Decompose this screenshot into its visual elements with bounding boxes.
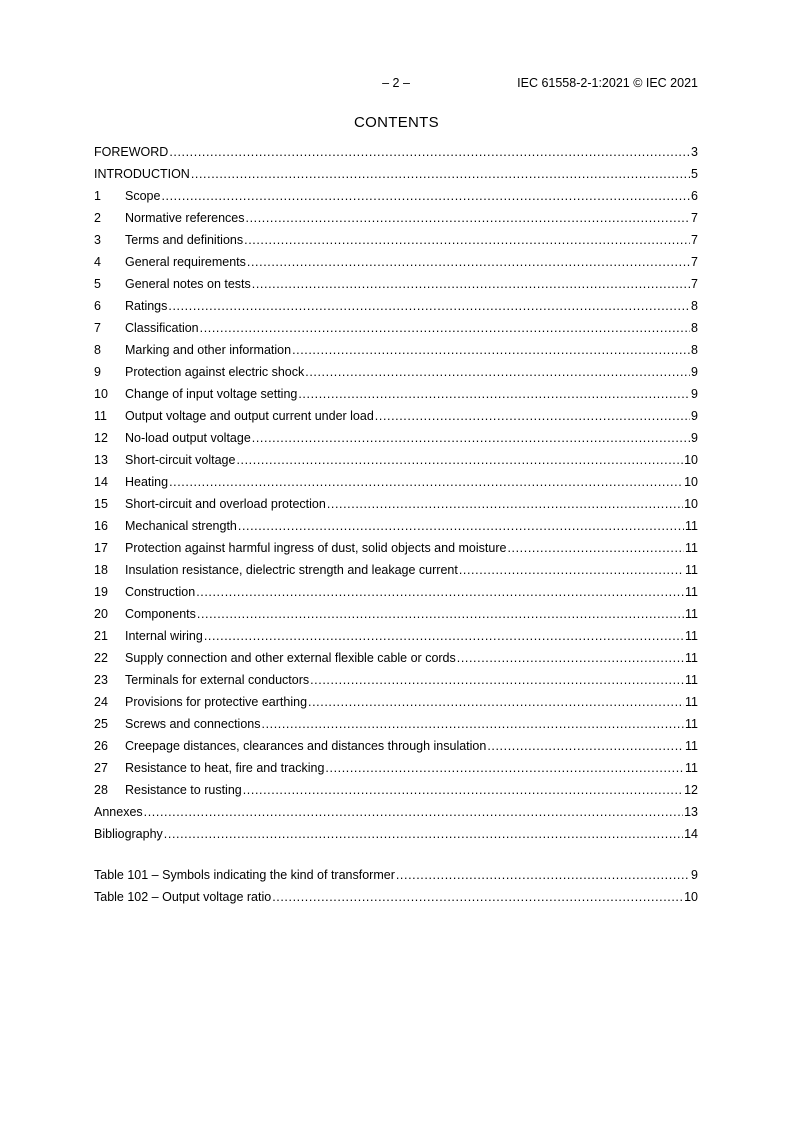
toc-entry-number: 26 bbox=[94, 739, 108, 753]
dot-leader bbox=[243, 783, 683, 797]
toc-entry-page: 10 bbox=[684, 497, 698, 511]
dot-leader bbox=[396, 868, 690, 882]
dot-leader bbox=[457, 651, 684, 665]
toc-entry-title: Output voltage and output current under load bbox=[125, 409, 374, 423]
toc-entry-number: 25 bbox=[94, 717, 108, 731]
toc-entry-number: 17 bbox=[94, 541, 108, 555]
toc-entry-page: 11 bbox=[685, 563, 698, 577]
toc-entry-title: General requirements bbox=[125, 255, 246, 269]
toc-entry-number: 7 bbox=[94, 321, 101, 335]
toc-entry-title: Short-circuit and overload protection bbox=[125, 497, 326, 511]
dot-leader bbox=[197, 607, 684, 621]
toc-entry-number: 5 bbox=[94, 277, 101, 291]
contents-heading: CONTENTS bbox=[354, 114, 439, 131]
toc-entry-page: 11 bbox=[685, 585, 698, 599]
toc-entry[interactable] bbox=[94, 827, 698, 849]
toc-entry-page: 7 bbox=[691, 233, 698, 247]
toc-entry-page: 11 bbox=[685, 717, 698, 731]
toc-entry-title: Marking and other information bbox=[125, 343, 292, 357]
dot-leader bbox=[236, 453, 683, 467]
dot-leader bbox=[161, 189, 690, 203]
toc-entry-title: Construction bbox=[125, 585, 196, 599]
dot-leader bbox=[310, 673, 684, 687]
dot-leader bbox=[196, 585, 684, 599]
dot-leader bbox=[507, 541, 684, 555]
toc-entry[interactable] bbox=[94, 431, 698, 453]
dot-leader bbox=[375, 409, 690, 423]
toc-entry[interactable] bbox=[94, 695, 698, 717]
dot-leader bbox=[252, 277, 690, 291]
toc-entry-page: 6 bbox=[691, 189, 698, 203]
dot-leader bbox=[292, 343, 690, 357]
toc-entry-number: 14 bbox=[94, 475, 108, 489]
toc-entry[interactable] bbox=[94, 607, 698, 629]
toc-entry[interactable] bbox=[94, 739, 698, 761]
table-list-entry[interactable] bbox=[94, 868, 698, 890]
toc-entry-title: Classification bbox=[125, 321, 199, 335]
toc-entry-page: 11 bbox=[685, 651, 698, 665]
toc-entry[interactable] bbox=[94, 167, 698, 189]
toc-entry-page: 9 bbox=[691, 431, 698, 445]
toc-entry-title: Scope bbox=[125, 189, 161, 203]
dot-leader bbox=[168, 299, 690, 313]
toc-entry-title: Internal wiring bbox=[125, 629, 203, 643]
toc-entry[interactable] bbox=[94, 651, 698, 673]
toc-entry[interactable] bbox=[94, 783, 698, 805]
toc-entry[interactable] bbox=[94, 387, 698, 409]
toc-entry-title: Annexes bbox=[94, 805, 143, 819]
toc-entry-number: 1 bbox=[94, 189, 101, 203]
toc-entry-title: Protection against electric shock bbox=[125, 365, 305, 379]
table-list-title: Table 101 – Symbols indicating the kind of transformer bbox=[94, 868, 395, 882]
toc-entry[interactable] bbox=[94, 409, 698, 431]
toc-entry[interactable] bbox=[94, 299, 698, 321]
toc-entry-number: 4 bbox=[94, 255, 101, 269]
toc-entry-number: 21 bbox=[94, 629, 108, 643]
toc-entry-title: No-load output voltage bbox=[125, 431, 251, 445]
toc-entry-page: 11 bbox=[685, 673, 698, 687]
dot-leader bbox=[144, 805, 683, 819]
toc-entry-number: 11 bbox=[94, 409, 107, 423]
toc-entry[interactable] bbox=[94, 145, 698, 167]
toc-entry-page: 13 bbox=[684, 805, 698, 819]
toc-entry-title: Screws and connections bbox=[125, 717, 261, 731]
toc-entry-number: 9 bbox=[94, 365, 101, 379]
toc-entry-title: INTRODUCTION bbox=[94, 167, 190, 181]
dot-leader bbox=[305, 365, 690, 379]
toc-entry[interactable] bbox=[94, 519, 698, 541]
toc-entry[interactable] bbox=[94, 321, 698, 343]
toc-entry-title: Creepage distances, clearances and distances through insulation bbox=[125, 739, 487, 753]
toc-entry-page: 11 bbox=[685, 695, 698, 709]
list-of-tables bbox=[94, 868, 698, 912]
toc-entry-number: 2 bbox=[94, 211, 101, 225]
dot-leader bbox=[204, 629, 684, 643]
toc-entry-title: Heating bbox=[125, 475, 169, 489]
toc-entry-number: 24 bbox=[94, 695, 108, 709]
toc-entry-title: Terms and definitions bbox=[125, 233, 244, 247]
toc-entry-title: Resistance to rusting bbox=[125, 783, 242, 797]
toc-entry-number: 27 bbox=[94, 761, 108, 775]
dot-leader bbox=[459, 563, 684, 577]
toc-entry-number: 6 bbox=[94, 299, 101, 313]
toc-entry-number: 19 bbox=[94, 585, 108, 599]
toc-entry-title: Terminals for external conductors bbox=[125, 673, 310, 687]
toc-entry[interactable] bbox=[94, 761, 698, 783]
toc-entry-number: 22 bbox=[94, 651, 108, 665]
toc-entry-page: 11 bbox=[685, 761, 698, 775]
toc-entry[interactable] bbox=[94, 233, 698, 255]
toc-entry-number: 16 bbox=[94, 519, 108, 533]
dot-leader bbox=[169, 145, 690, 159]
toc-entry-page: 14 bbox=[684, 827, 698, 841]
toc-entry-title: Protection against harmful ingress of dust, solid objects and moisture bbox=[125, 541, 507, 555]
dot-leader bbox=[325, 761, 684, 775]
toc-entry[interactable] bbox=[94, 255, 698, 277]
toc-entry[interactable] bbox=[94, 585, 698, 607]
toc-entry-number: 13 bbox=[94, 453, 108, 467]
toc-entry-page: 9 bbox=[691, 365, 698, 379]
toc-entry-number: 3 bbox=[94, 233, 101, 247]
document-reference: IEC 61558-2-1:2021 © IEC 2021 bbox=[517, 76, 698, 90]
table-list-title: Table 102 – Output voltage ratio bbox=[94, 890, 272, 904]
toc-entry[interactable] bbox=[94, 343, 698, 365]
table-list-page: 9 bbox=[691, 868, 698, 882]
toc-entry-title: Ratings bbox=[125, 299, 168, 313]
table-list-page: 10 bbox=[684, 890, 698, 904]
dot-leader bbox=[244, 233, 690, 247]
dot-leader bbox=[308, 695, 684, 709]
toc-entry-number: 15 bbox=[94, 497, 108, 511]
toc-entry-page: 11 bbox=[685, 541, 698, 555]
dot-leader bbox=[272, 890, 683, 904]
toc-entry-number: 20 bbox=[94, 607, 108, 621]
toc-entry[interactable] bbox=[94, 475, 698, 497]
toc-entry-title: Mechanical strength bbox=[125, 519, 237, 533]
toc-entry-title: Provisions for protective earthing bbox=[125, 695, 308, 709]
dot-leader bbox=[247, 255, 690, 269]
toc-entry-number: 12 bbox=[94, 431, 108, 445]
toc-entry[interactable] bbox=[94, 717, 698, 739]
dot-leader bbox=[200, 321, 690, 335]
toc-entry-page: 11 bbox=[685, 519, 698, 533]
toc-entry-page: 12 bbox=[684, 783, 698, 797]
toc-entry-number: 18 bbox=[94, 563, 108, 577]
dot-leader bbox=[487, 739, 684, 753]
toc-entry-number: 28 bbox=[94, 783, 108, 797]
toc-entry-page: 10 bbox=[684, 453, 698, 467]
toc-entry-page: 10 bbox=[684, 475, 698, 489]
toc-entry-page: 5 bbox=[691, 167, 698, 181]
toc-entry[interactable] bbox=[94, 541, 698, 563]
dot-leader bbox=[246, 211, 691, 225]
toc-entry-title: Short-circuit voltage bbox=[125, 453, 236, 467]
toc-entry-title: Supply connection and other external flexible cable or cords bbox=[125, 651, 456, 665]
dot-leader bbox=[327, 497, 683, 511]
toc-entry-page: 7 bbox=[691, 255, 698, 269]
toc-entry-page: 8 bbox=[691, 321, 698, 335]
dot-leader bbox=[164, 827, 683, 841]
toc-entry-page: 7 bbox=[691, 277, 698, 291]
toc-entry[interactable] bbox=[94, 277, 698, 299]
toc-entry[interactable] bbox=[94, 805, 698, 827]
table-list-entry[interactable] bbox=[94, 890, 698, 912]
toc-entry-page: 8 bbox=[691, 299, 698, 313]
toc-entry-page: 11 bbox=[685, 629, 698, 643]
toc-entry-number: 23 bbox=[94, 673, 108, 687]
dot-leader bbox=[298, 387, 690, 401]
toc-entry-title: Resistance to heat, fire and tracking bbox=[125, 761, 325, 775]
dot-leader bbox=[252, 431, 690, 445]
toc-entry-title: General notes on tests bbox=[125, 277, 251, 291]
toc-entry-page: 3 bbox=[691, 145, 698, 159]
toc-entry[interactable] bbox=[94, 629, 698, 651]
toc-entry-page: 11 bbox=[685, 739, 698, 753]
dot-leader bbox=[169, 475, 683, 489]
toc-entry-page: 9 bbox=[691, 387, 698, 401]
toc-entry[interactable] bbox=[94, 673, 698, 695]
toc-entry[interactable] bbox=[94, 453, 698, 475]
toc-entry-page: 7 bbox=[691, 211, 698, 225]
dot-leader bbox=[191, 167, 690, 181]
toc-entry[interactable] bbox=[94, 189, 698, 211]
dot-leader bbox=[238, 519, 684, 533]
toc-entry[interactable] bbox=[94, 211, 698, 233]
toc-entry-title: Change of input voltage setting bbox=[125, 387, 298, 401]
page-header bbox=[0, 76, 793, 92]
toc-entry-page: 9 bbox=[691, 409, 698, 423]
toc-entry-page: 11 bbox=[685, 607, 698, 621]
table-of-contents bbox=[94, 145, 698, 849]
toc-entry-title: Normative references bbox=[125, 211, 245, 225]
toc-entry-page: 8 bbox=[691, 343, 698, 357]
toc-entry-title: Insulation resistance, dielectric strength and leakage current bbox=[125, 563, 458, 577]
toc-entry-number: 8 bbox=[94, 343, 101, 357]
toc-entry[interactable] bbox=[94, 563, 698, 585]
page-number: – 2 – bbox=[382, 76, 410, 90]
dot-leader bbox=[262, 717, 685, 731]
toc-entry[interactable] bbox=[94, 497, 698, 519]
toc-entry-title: FOREWORD bbox=[94, 145, 169, 159]
toc-entry-number: 10 bbox=[94, 387, 108, 401]
toc-entry[interactable] bbox=[94, 365, 698, 387]
toc-entry-title: Components bbox=[125, 607, 196, 621]
toc-entry-title: Bibliography bbox=[94, 827, 163, 841]
